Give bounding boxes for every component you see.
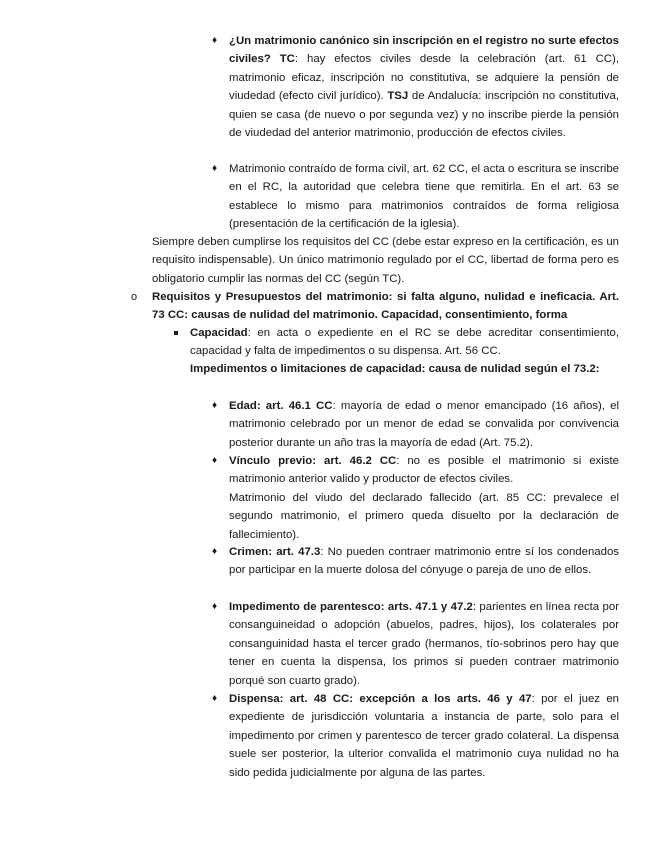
capacidad-label: Capacidad: [190, 327, 248, 339]
list-item-edad: [229, 397, 619, 452]
list-item-matrimonio-civil: Matrimonio contraído de forma civil, art. 62 CC, el acta o escritura se inscribe en el RC, la autoridad que celebra tiene que remitirla. En el art. 63 se establece lo mismo para matrimonios contraídos de forma religiosa (presentación de la certificación de la iglesia).: [229, 163, 619, 231]
capacidad-text: : en acta o expediente en el RC se debe acreditar consentimiento, capacidad y falta de impedimentos o su dispensa. Art. 56 CC.: [190, 327, 619, 358]
item-text: : no es posible el matrimonio si existe matrimonio anterior valido y productor de efectos civiles.: [229, 455, 619, 486]
list-item-vinculo-previo: [229, 452, 619, 544]
square-bullet-icon: [174, 331, 178, 335]
paragraph-siempre: Siempre deben cumplirse los requisitos del CC (debe estar expreso en la certificación, es un requisito indispensable). Un único matrimonio regulado por el CC, libertad de forma pero es obligatorio cumplir las normas del CC (según TC).: [152, 236, 619, 285]
list-item-matrimonio-canonico: [229, 32, 619, 142]
diamond-bullet-icon: ♦: [212, 400, 218, 411]
paragraph-capacidad: [190, 324, 619, 361]
diamond-bullet-icon: ♦: [212, 546, 218, 557]
circle-bullet-icon: o: [131, 291, 138, 303]
tsj-label: TSJ: [387, 90, 409, 103]
diamond-bullet-icon: ♦: [212, 693, 218, 704]
heading-requisitos: Requisitos y Presupuestos del matrimonio: si falta alguno, nulidad e ineficacia. Art. 73 CC: causas de nulidad del matrimonio. Capacidad, consentimiento, forma: [152, 291, 619, 322]
item-extra: Matrimonio del viudo del declarado fallecido (art. 85 CC: prevalece el segundo matrimonio, el primero queda disuelto por la declaración de fallecimiento).: [229, 491, 619, 541]
diamond-bullet-icon: ♦: [212, 163, 218, 174]
list-item-dispensa: [229, 690, 619, 782]
heading-impedimentos: Impedimentos o limitaciones de capacidad: causa de nulidad según el 73.2:: [190, 363, 600, 375]
item-label: Impedimento de parentesco: arts. 47.1 y 47.2: [229, 601, 473, 613]
diamond-bullet-icon: ♦: [212, 601, 218, 612]
item-text: : No pueden contraer matrimonio entre sí los condenados por participar en la muerte dolosa del cónyuge o pareja de uno de ellos.: [229, 546, 619, 577]
item-text: : parientes en línea recta por consanguineidad o adopción (abuelos, padres, hijos), los colaterales por consanguinidad hasta el tercer grado (hermanos, tío-sobrinos pero hay que tener en cuenta la dispensa, los primos si pueden contraer matrimonio porqué son cuarto grado).: [229, 601, 619, 687]
question-lead: ¿Un matrimonio canónico sin inscripción en el registro no surte efectos civiles? TC: [229, 35, 619, 66]
item-label: Crimen: art. 47.3: [229, 546, 321, 558]
diamond-bullet-icon: ♦: [212, 35, 218, 46]
item-text: : hay efectos civiles desde la celebración (art. 61 CC), matrimonio eficaz, inscripción no constitutiva, se adquiere la pensión de viudedad (efecto civil jurídico).: [229, 53, 619, 103]
diamond-bullet-icon: ♦: [212, 455, 218, 466]
item-text: de Andalucía: inscripción no constitutiva, quien se casa (de nuevo o por segunda vez) y no inscribe pierde la pensión de viudedad del anterior matrimonio, producción de efectos civiles.: [229, 90, 619, 140]
list-item-crimen: [229, 543, 619, 580]
item-text: : por el juez en expediente de jurisdicción voluntaria a instancia de parte, solo para el impedimento por crimen y parentesco de tercer grado colateral. La dispensa suele ser posterior, la ulterior convalida el matrimonio cuya nulidad no ha sido pedida judicialmente por alguna de las partes.: [229, 693, 620, 779]
item-label: Edad: art. 46.1 CC: [229, 400, 333, 412]
list-item-parentesco: [229, 598, 619, 690]
item-text: : mayoría de edad o menor emancipado (16 años), el matrimonio celebrado por un menor de edad se convalida por convivencia posterior durante un año tras la mayoría de edad (Art. 75.2).: [229, 400, 619, 449]
item-label: Dispensa: art. 48 CC: excepción a los arts. 46 y 47: [229, 693, 532, 705]
item-label: Vínculo previo: art. 46.2 CC: [229, 455, 397, 467]
